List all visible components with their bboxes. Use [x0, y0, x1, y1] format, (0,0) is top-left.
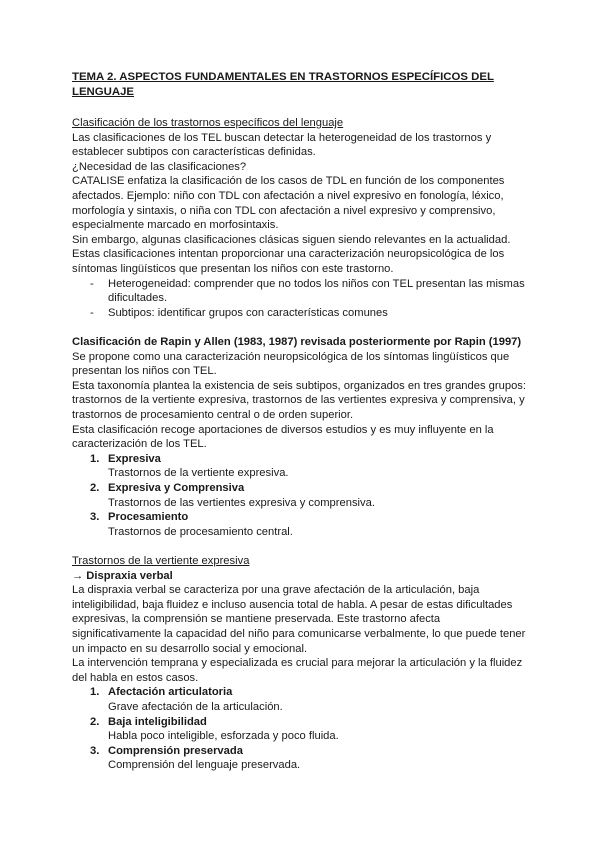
bullet-list: [72, 277, 532, 321]
paragraph: La dispraxia verbal se caracteriza por una grave afectación de la articulación, baja inteligibilidad, baja fluidez e incluso ausencia total de habla. A pesar de estas dificultades expresivas, la comprensión se mantiene preservada. Este trastorno afecta significativamente la capacidad del niño para comunicarse verbalmente, lo que puede tener un impacto en su desarrollo social y emocional.: [72, 584, 526, 655]
list-item: 2. Baja inteligibilidad Habla poco inteligible, esforzada y poco fluida.: [90, 715, 339, 743]
list-item: 3. Procesamiento Trastornos de procesamiento central.: [90, 511, 293, 538]
numbered-list: [72, 685, 532, 773]
paragraph: Se propone como una caracterización neuropsicológica de los síntomas lingüísticos que presentan los niños con TEL.: [72, 350, 510, 378]
list-item: 3. Comprensión preservada Comprensión del lenguaje preservada.: [90, 744, 301, 772]
list-item: - Subtipos: identificar grupos con características comunes: [72, 306, 532, 321]
document-title: TEMA 2. ASPECTOS FUNDAMENTALES EN TRASTORNOS ESPECÍFICOS DEL LENGUAJE: [72, 71, 494, 98]
list-item: 2. Expresiva y Comprensiva Trastornos de las vertientes expresiva y comprensiva.: [90, 481, 375, 509]
paragraph: CATALISE enfatiza la clasificación de los casos de TDL en función de los componentes afectados. Ejemplo: niño con TDL con afectación a nivel expresivo en fonología, léxico, morfología y sintaxis, o niña con TDL con afectación a nivel expresivo y comprensivo, especialmente marcado en morfosintaxis.: [72, 175, 505, 232]
paragraph: ¿Necesidad de las clasificaciones?: [72, 160, 247, 173]
section-classification: [72, 116, 532, 320]
paragraph: Esta clasificación recoge aportaciones de diversos estudios y es muy influyente en la caracterización de los TEL.: [72, 423, 494, 451]
section-heading: Trastornos de la vertiente expresiva: [72, 555, 250, 567]
subsection-heading: → Dispraxia verbal: [72, 569, 173, 582]
paragraph: Sin embargo, algunas clasificaciones clásicas siguen siendo relevantes en la actualidad. Estas clasificaciones intentan proporcionar una caracterización neuropsicológica de los síntomas lingüísticos que presentan los niños con este trastorno.: [72, 233, 511, 275]
list-item: 1. Expresiva Trastornos de la vertiente expresiva.: [90, 452, 289, 480]
paragraph: Las clasificaciones de los TEL buscan detectar la heterogeneidad de los trastornos y establecer subtipos con características definidas.: [72, 131, 492, 159]
section-heading: Clasificación de los trastornos específicos del lenguaje: [72, 117, 344, 129]
section-expressive-disorders: [72, 554, 532, 773]
section-rapin-allen: [72, 335, 532, 539]
paragraph: La intervención temprana y especializada es crucial para mejorar la articulación y la fluidez del habla en estos casos.: [72, 657, 523, 684]
section-heading: Clasificación de Rapin y Allen (1983, 1987) revisada posteriormente por Rapin (1997): [72, 336, 522, 348]
list-item: 1. Afectación articulatoria Grave afectación de la articulación.: [90, 686, 283, 713]
numbered-list: [72, 452, 532, 540]
list-item: - Heterogeneidad: comprender que no todos los niños con TEL presentan las mismas dificultades.: [72, 277, 532, 306]
paragraph: Esta taxonomía plantea la existencia de seis subtipos, organizados en tres grandes grupos: trastornos de la vertiente expresiva, trastornos de las vertientes expresiva y comprensiva, y trastornos de procesamiento central o de orden superior.: [72, 379, 526, 421]
